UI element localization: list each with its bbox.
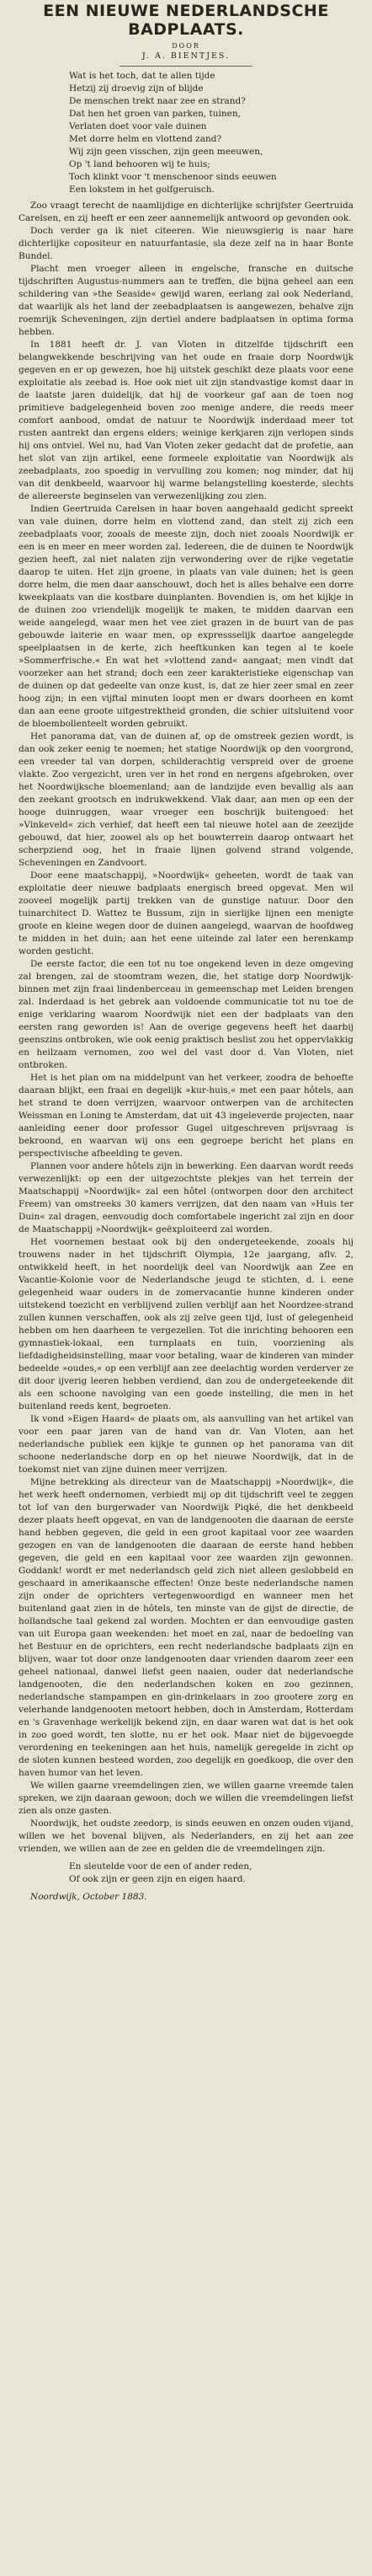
paragraph: Placht men vroeger alleen in engelsche, fransche en duitsche tijdschriften Augustus-nummers aan te treffen, die bijna geheel aan een schildering van »the Seaside« gewijd waren, eerlang zal ook Nederland, dat waarlijk als het land der zeebadplaatsen is aangewezen, behalve zijn roemrijk Scheveningen, zijn dertiel andere badplaatsen in optima forma hebben. xyxy=(19,264,353,337)
paragraph: Mijne betrekking als directeur van de Maatschappij »Noordwijk«, die het werk heeft ondernomen, verbiedt mij op dit tijdschrift veel te zeggen tot lof van den burgerwader van Noordwijk Piqké, die het denkbeeld dezer plaats heeft opgevat, en van de landgenooten die daaraan de eerste hand hebben gegeven, die geld in een groot kapitaal voor zee waarden gezogen en van de landgenooten die daaraan de eerste hand hebben gegeven, die geld en een kapitaal voor zee waarden zijn gewonnen. Goddank! wordt er met nederlandsch geld zich niet alleen geslobbeld en geschaard in amerikaansche effecten! Onze beste nederlandsche namen zijn onder de oprichters vertegenwoordigd en wanneer men het buitenland gaat zien in de hôtels, ten minste van de gijst de directie, de hollandsche taal gekend zal worden. Mochten er dan eenvoudige gasten van uit Europa gaan weekenden: het moet en zal, naar de bedoeling van het Bestuur en de oprichters, een recht nederlandsche badplaats zijn en blijven, waar tot door onze landgenooten daar vrienden daarom zeer een geheel nationaal, danwel liefst geen naaien, ouder dat nederlandsche landgenooten, die den nederlandschen koken en zoo gezinnen, nederlandsche stampampen en gin-drinkelaars in zoo grootere zorg en velerhande landgenooten metoort hebben, doch in Amsterdam, Rotterdam en 's Gravenhage werkelijk bekend zijn, en daar waren wat dat is het ook in zoo goed wordt, ten slotte, nu er het ook. Maar niet de bijgevoegde verordening en teekeningen aan het huis, namelijk geregelde in zicht op de sloten kunnen besteed worden, zoo degelijk en goedkoop, die over den haven humor van het leven. xyxy=(19,1477,353,1778)
paragraph: De eerste factor, die een tot nu toe ongekend leven in deze omgeving zal brengen, zal de stoomtram wezen, die, het statige dorp Noordwijk-binnen met zijn fraai lindenberceau in gemeenschap met Leiden brengen zal. Inderdaad is het gebrek aan voldoende communicatie tot nu toe de enige verklaring waarom Noordwijk niet een der badplaats van den eersten rang geworden is! Aan de overige gegevens heeft het daarbij geenszins ontbroken, wie ook eenig praktisch beslist zou het oppervlakkig en heilzaam vernomen, zoo wel del vast door d. Van Vloten, niet ontbroken. xyxy=(19,959,353,1070)
paragraph: In 1881 heeft dr. J. van Vloten in ditzelfde tijdschrift een belangwekkende beschrijving van het oude en fraaie dorp Noordwijk gegeven en er op gewezen, hoe hij uitstek geschikt deze plaats voor eene exploitatie als zeebad is. Hoe ook niet uit zijn standvastige komst daar in de laatste jaren duidelijk, dat hij de voorkeur gaf aan de toen nog primitieve badgelegenheid boven zoo menige andere, die reeds meer comfort aanbood, omdat de natuur te Noordwijk inderdaad meer tot rusten aantrekt dan ergens elders; weinige kerkjaren zijn verlopen sinds hij ons ontviel. Wel nu, had Van Vloten zeker gedacht dat de profetie, aan het slot van zijn artikel, eene formeele exploitatie van Noordwijk als zeebadplaats, zoo spoedig in vervulling zou komen; nog minder, dat hij van dit denkbeeld, waarvoor hij warme belangstelling koesterde, slechts de allereerste beginselen van verwezenlijking zou zien. xyxy=(19,340,353,501)
paragraph: Door eene maatschappij, »Noordwijk« geheeten, wordt de taak van exploitatie deer nieuwe badplaats energisch breed opgevat. Men wil zooveel mogelijk partij trekken van de gunstige natuur. Door den tuinarchitect D. Wattez te Bussum, zijn in sierlijke lijnen een menigte groote en kleine wegen door de duinen aangelegd, waarvan de hoofdweg te midden in het duin; aan het eene uiteinde zal later een herenkamp worden gesticht. xyxy=(19,870,353,956)
byline-door: DOOR xyxy=(172,42,200,50)
paragraph: Het panorama dat, van de duinen af, op de omstreek gezien wordt, is dan ook zeker eenig te noemen; het statige Noordwijk op den voorgrond, een vreeder tal van dorpen, schilderachtig verspreid over de groene vlakte. Zoo vergezicht, uren ver in het rond en nergens afgebroken, over het Noordwijksche bloemenland; aan de landzijde even bevallig als aan den zeekant grootsch en indrukwekkend. Vlak daar, aan men op een der hooge duinruggen, waar vroeger een boschrijk buitengoed: het »Vinkeveld« zich verhief, dat heeft een tal nieuwe hotel aan de zeezijde gebouwd, dat hier, zoowel als op het bouwterrein daarop ontwaart het scherpziend oog, het in fraaie lijnen golvend strand volgende, Scheveningen en Zandvoort. xyxy=(19,731,353,868)
title-line-1: EEN NIEUWE NEDERLANDSCHE xyxy=(43,2,329,20)
title-line-2: BADPLAATS. xyxy=(128,20,244,39)
opening-poem: Wat is het toch, dat te allen tijde Hetzij zij droevig zijn of blijde De menschen trekt naar zee en strand? Dat hen het groen van parken, tuinen, Verlaten doet voor vale duinen Met dorre helm en vlottend zand? Wij zijn geen visschen, zijn geen meeuwen, Op 't land behooren wij te huis; Toch klinkt voor 't menschenoor sinds eeuwen Een lokstem in het golfgeruisch. xyxy=(69,71,277,195)
signature-dateline: Noordwijk, October 1883. xyxy=(30,1892,147,1902)
paragraph: Het voornemen bestaat ook bij den ondergeteekende, zooals hij trouwens nader in het tijdschrift Olympia, 12e jaargang, aflv. 2, ontwikkeld heeft, in het noordelijk deel van Noordwijk aan Zee en Vacantie-Kolonie voor de Nederlandsche jeugd te stichten, d. i. eene gelegenheid waar ouders in de zomervacantie hunne kinderen onder uitstekend toezicht en verblijvend zullen verblijf aan het Noordzee-strand zullen kunnen verschaffen, ook als zij zelve geen tijd, lust of gelegenheid hebben om hen daarheen te vergezellen. Tot die inrichting behooren een gymnastiek-lokaal, een turnplaats en tuin, voorziening als liefdadigheidsinstelling, maar voor betaling, waar de kinderen van minder bedeelde »oudes,« op een verblijf aan zee deelachtig worden verderver ze dit door ijverig leeren hebben verdiend, dan zou de ondergeteekende dit als een schoone navolging van een goede instelling, die men in het buitenland reeds kent, begroeten. xyxy=(19,1237,353,1411)
paragraph: Doch verder ga ik niet citeeren. Wie nieuwsgierig is naar hare dichterlijke copositeur en natuurfantasie, sla deze zelf na in haar Bonte Bundel. xyxy=(19,226,353,261)
paragraph: We willen gaarne vreemdelingen zien, we willen gaarne vreemde talen spreken, we zijn daaraan gewoon; doch we willen die vreemdelingen liefst zien als onze gasten. xyxy=(19,1781,353,1816)
byline-author: J. A. BIENTJES. xyxy=(141,51,231,61)
paragraph: Indien Geertruida Carelsen in haar boven aangehaald gedicht spreekt van vale duinen, dorre helm en vlottend zand, dan stelt zij zich een zeebadplaats voor, zooals de meeste zijn, doch niet zooals Noordwijk er een is en meer en meer worden zal. Iedereen, die de duinen te Noordwijk gezien heeft, zal niet nalaten zijn verwondering over de rijke vegetatie daarop te uiten. Het zijn groene, in plaats van vale duinen; het is geen dorre helm, die men daar aanschouwt, doch het is alles behalve een dorre kweekplaats van die kostbare duinplanten. Bovendien is, om het kijkje in de duinen zoo vriendelijk mogelijk te maken, te midden daarvan een weide aangelegd, waar men het vee ziet grazen in de buurt van de pas gebouwde laiterie en waar men, op expressselijk daartoe aangelegde speelplaatsen in de kerte, zich heeftkunken kan tegen al te koele »Sommerfrische.« En wat het »vlottend zand« aangaat; men vindt dat voorzeker aan het strand; doch een zeer karakteristieke eigenschap van de duinen op dat gedeelte van onze kust, is, dat ze hier zeer smal en zeer hoog zijn; in een vijftal minuten loopt men er dwars doorheen en komt dan aan eene groote uitgestrektheid gronden, die schier uitsluitend voor de bloembollenteelt worden gebruikt. xyxy=(19,504,353,729)
article-title xyxy=(19,2,353,39)
paragraph: Ik vond »Eigen Haard« de plaats om, als aanvulling van het artikel van voor een paar jaren van de hand van dr. Van Vloten, aan het nederlandsche publiek een kijkje te gunnen op het panorama van dit schoone nederlandsche dorp en op het nieuwe Noordwijk, dat in de toekomst niet van zijne duinen meer verrijzen. xyxy=(19,1414,353,1475)
paragraph: Noordwijk, het oudste zeedorp, is sinds eeuwen en onzen ouden vijand, willen we het bovenal blijven, als Nederlanders, en zij het aan zee vrienden, we willen aan de zee en gelden die de vreemdelingen zijn. xyxy=(19,1818,353,1854)
closing-verse: En sleutelde voor de een of ander reden, Of ook zijn er geen zijn en eigen haard. xyxy=(69,1861,252,1884)
paragraph: Plannen voor andere hôtels zijn in bewerking. Een daarvan wordt reeds verwezenlijkt: op een der uitgezochtste plekjes van het terrein der Maatschappij »Noordwijk« zal een hôtel (ontworpen door den architect Freem) van omstreeks 30 kamers verrijzen, dat den naam van »Huis ter Duin« zal dragen, eenvoudig doch comfortabele ingericht zal zijn en door de Maatschappij »Noordwijk« geëxploiteerd zal worden. xyxy=(19,1161,353,1234)
paragraph: Zoo vraagt terecht de naamlijdige en dichterlijke schrijfster Geertruida Carelsen, en zij heeft er een zeer aannemelijk antwoord op gevonden ook. xyxy=(19,201,353,223)
title-divider xyxy=(120,66,252,67)
paragraph: Het is het plan om na middelpunt van het verkeer, zoodra de behoefte daaraan blijkt, een fraai en degelijk »kur-huis,« met een paar hôtels, aan het strand te doen verrijzen, waarvoor ontwerpen van de architecten Weissman en Loning te Amsterdam, dat uit 43 ingeleverde projecten, naar aanleiding eener door professor Gugel uitgeschreven prijsvraag is bekroond, en waarvan wij ons een gegroepe bericht het plans en perspectivische afbeelding te geven. xyxy=(19,1073,353,1159)
